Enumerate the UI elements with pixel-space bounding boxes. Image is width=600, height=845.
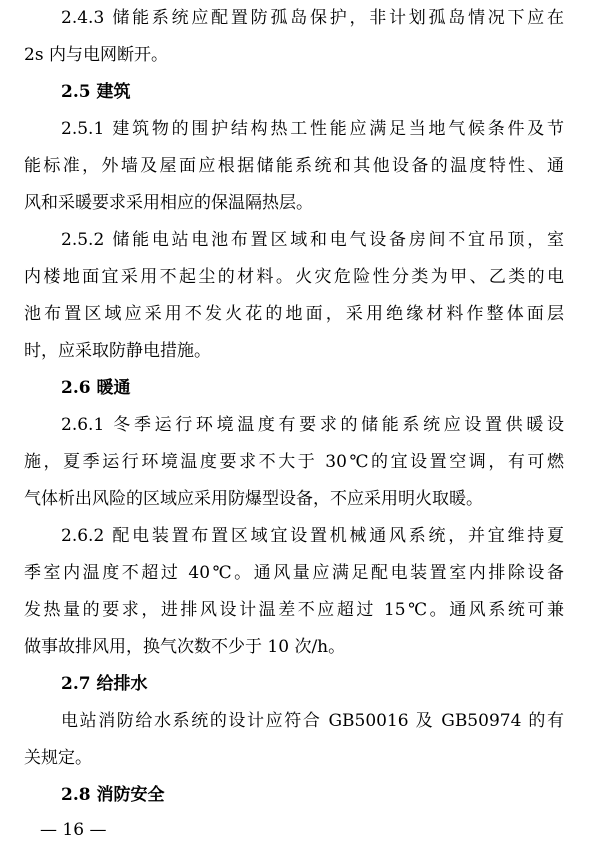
clause-2-5-1-line-3: 风和采暖要求采用相应的保温隔热层。 [24, 193, 313, 213]
clause-2-4-3-line-2: 2s 内与电网断开。 [24, 45, 168, 65]
clause-2-6-1-line-3: 气体析出风险的区域应采用防爆型设备，不应采用明火取暖。 [24, 489, 483, 509]
clause-2-5-1-line-1: 2.5.1 建筑物的围护结构热工性能应满足当地气候条件及节 [61, 119, 564, 139]
clause-2-6-2-line-4: 做事故排风用，换气次数不少于 10 次/h。 [24, 637, 346, 657]
section-heading-2-8: 2.8 消防安全 [61, 785, 165, 805]
clause-2-6-2-line-1: 2.6.2 配电装置布置区域宜设置机械通风系统，并宜维持夏 [61, 526, 564, 546]
clause-2-6-1-line-2: 施，夏季运行环境温度要求不大于 30℃的宜设置空调，有可燃 [24, 452, 564, 472]
clause-2-4-3-line-1: 2.4.3 储能系统应配置防孤岛保护，非计划孤岛情况下应在 [61, 8, 564, 28]
section-heading-2-5: 2.5 建筑 [61, 82, 131, 102]
section-heading-2-7: 2.7 给排水 [61, 674, 148, 694]
page-number: — 16 — [40, 820, 107, 840]
clause-2-5-1-line-2: 能标准，外墙及屋面应根据储能系统和其他设备的温度特性、通 [24, 156, 564, 176]
section-heading-2-6: 2.6 暖通 [61, 378, 131, 398]
section-2-7-line-2: 关规定。 [24, 748, 92, 768]
section-2-7-line-1: 电站消防给水系统的设计应符合 GB50016 及 GB50974 的有 [61, 711, 564, 731]
clause-2-5-2-line-1: 2.5.2 储能电站电池布置区域和电气设备房间不宜吊顶，室 [61, 230, 564, 250]
clause-2-5-2-line-4: 时，应采取防静电措施。 [24, 341, 211, 361]
clause-2-5-2-line-2: 内楼地面宜采用不起尘的材料。火灾危险性分类为甲、乙类的电 [24, 267, 564, 287]
clause-2-6-2-line-2: 季室内温度不超过 40℃。通风量应满足配电装置室内排除设备 [24, 563, 564, 583]
clause-2-6-2-line-3: 发热量的要求，进排风设计温差不应超过 15℃。通风系统可兼 [24, 600, 564, 620]
clause-2-5-2-line-3: 池布置区域应采用不发火花的地面，采用绝缘材料作整体面层 [24, 304, 564, 324]
clause-2-6-1-line-1: 2.6.1 冬季运行环境温度有要求的储能系统应设置供暖设 [61, 415, 564, 435]
